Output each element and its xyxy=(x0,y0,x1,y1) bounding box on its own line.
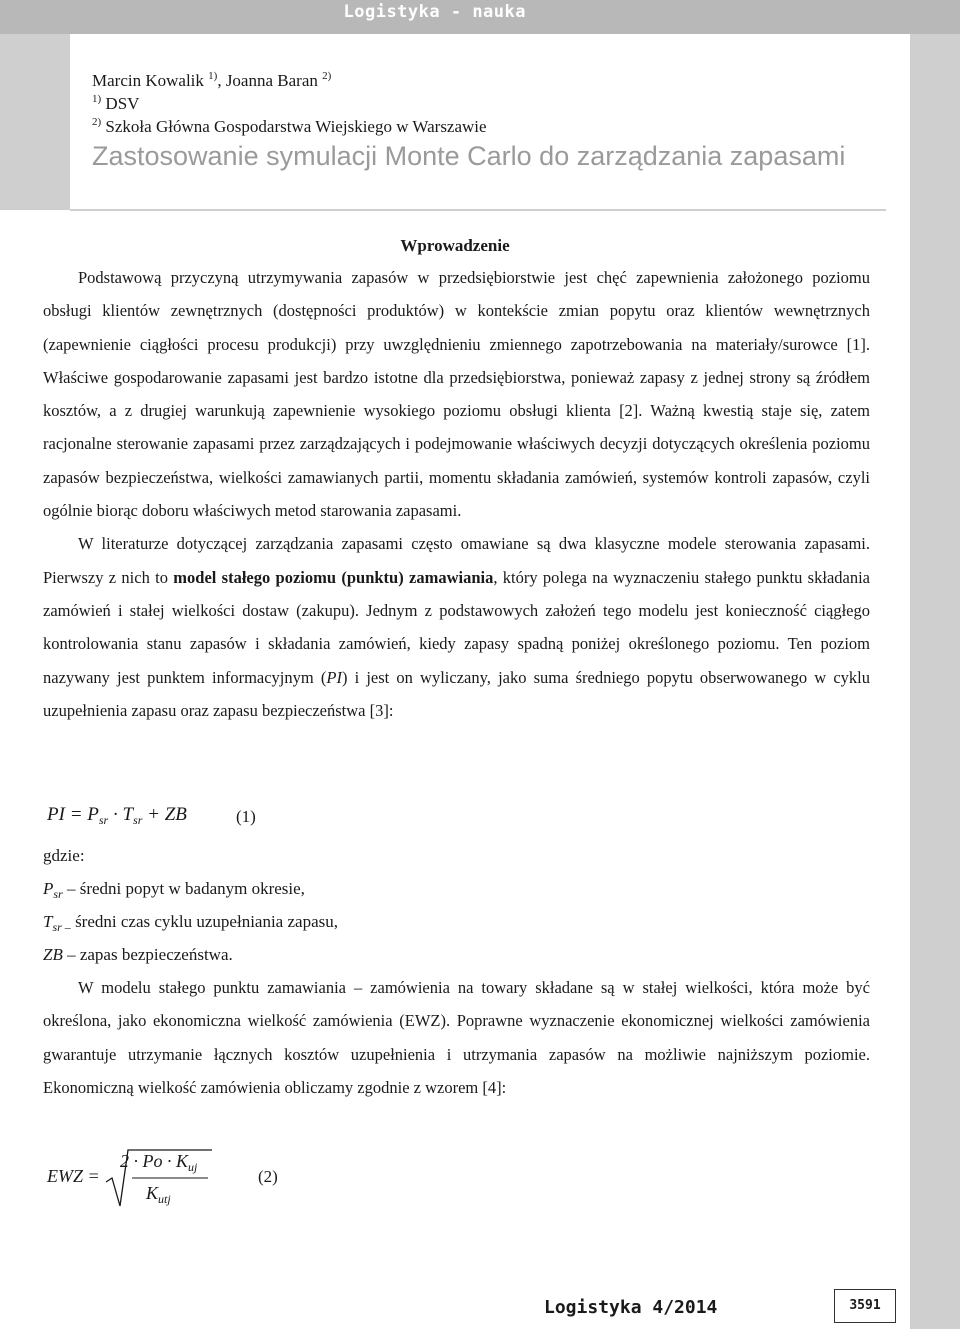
paragraph-3: W modelu stałego punktu zamawiania – zamówienia na towary składane są w stałej wielkości, która może być określona, jako ekonomiczna wielkość zamówienia (EWZ). Poprawne wyznaczenie ekonomicznej wielkości zamówienia gwarantuje utrzymanie łącznych kosztów uzupełnienia i utrzymania zapasów na możliwie najniższym poziomie. Ekonomiczną wielkość zamówienia obliczamy zgodnie z wzorem [4]: xyxy=(43,978,870,1097)
paragraph-1: Podstawową przyczyną utrzymywania zapasów w przedsiębiorstwie jest chęć zapewnienia założonego poziomu obsługi klientów zewnętrznych (dostępności produktów) w kontekście zmian popytu oraz klientów wewnętrznych (zapewnienie ciągłości procesu produkcji) przy uwzględnieniu zmiennego zapotrzebowania na materiały/surowce [1]. Właściwe gospodarowanie zapasami jest bardzo istotne dla przedsiębiorstwa, ponieważ zapasy z jednej strony są źródłem kosztów, a z drugiej warunkują zapewnienie wysokiego poziomu obsługi klienta [2]. Ważną kwestią staje się, zatem racjonalne sterowanie zapasami przez zarządzających i podejmowanie właściwych decyzji dotyczących określenia poziomu zapasów bezpieczeństwa, wielkości zamawianych partii, momentu składania zamówień, systemów kontroli zapasów, czyli ogólnie biorąc doboru właściwych metod starowania zapasami. xyxy=(43,268,870,521)
definition-tsr: $T_{sr -}$ średni czas cyklu uzupełniania zapasu, xyxy=(43,912,338,934)
equation-2-denominator: $K_{utj}$ xyxy=(146,1183,171,1206)
paper-title: Zastosowanie symulacji Monte Carlo do zarządzania zapasami xyxy=(92,141,846,171)
equation-1: PI = $P_{sr} \cdot T_{sr}$ + ZB xyxy=(47,804,187,827)
equation-2-lhs: EWZ = xyxy=(47,1166,100,1186)
affiliation-2: $^{2)}$ Szkoła Główna Gospodarstwa Wiejskiego w Warszawie xyxy=(92,116,487,136)
body-text-2 xyxy=(43,971,870,1104)
affiliation-1: $^{1)}$ DSV xyxy=(92,93,140,113)
title-rule xyxy=(70,209,886,211)
journal-section-title: Logistyka - nauka xyxy=(343,2,526,22)
equation-1-number: (1) xyxy=(236,807,256,826)
footer-journal: Logistyka 4/2014 xyxy=(544,1297,718,1318)
definition-psr: $P_{sr}$ – średni popyt w badanym okresie, xyxy=(43,879,305,901)
paragraph-2: W literaturze dotyczącej zarządzania zapasami często omawiane są dwa klasyczne modele sterowania zapasami. Pierwszy z nich to model stałego poziomu (punktu) zamawiania, który polega na wyznaczeniu stałego punktu składania zamówień i stałej wielkości dostaw (zakupu). Jednym z podstawowych założeń tego modelu jest konieczność ciągłego kontrolowania stanu zapasów i składania zamówień, kiedy zapasy spadną poniżej określonego poziomu. Ten poziom nazywany jest punktem informacyjnym (PI) i jest on wyliczany, jako suma średniego popytu obserwowanego w cyklu uzupełnienia zapasu oraz zapasu bezpieczeństwa [3]: xyxy=(43,534,870,720)
left-side-block xyxy=(0,34,70,210)
right-side-block xyxy=(910,34,960,1329)
where-label: gdzie: xyxy=(43,846,85,865)
definition-zb: ZB – zapas bezpieczeństwa. xyxy=(43,945,233,964)
authors-line: Marcin Kowalik $^{1)}$, Joanna Baran $^{2)}$ xyxy=(92,70,332,90)
body-text-1 xyxy=(43,261,870,727)
section-heading: Wprowadzenie xyxy=(400,236,510,255)
equation-2-number: (2) xyxy=(258,1167,278,1186)
equation-2-numerator: $2 \cdot Po \cdot K_{uj}$ xyxy=(120,1151,198,1174)
page-number: 3591 xyxy=(834,1289,896,1323)
